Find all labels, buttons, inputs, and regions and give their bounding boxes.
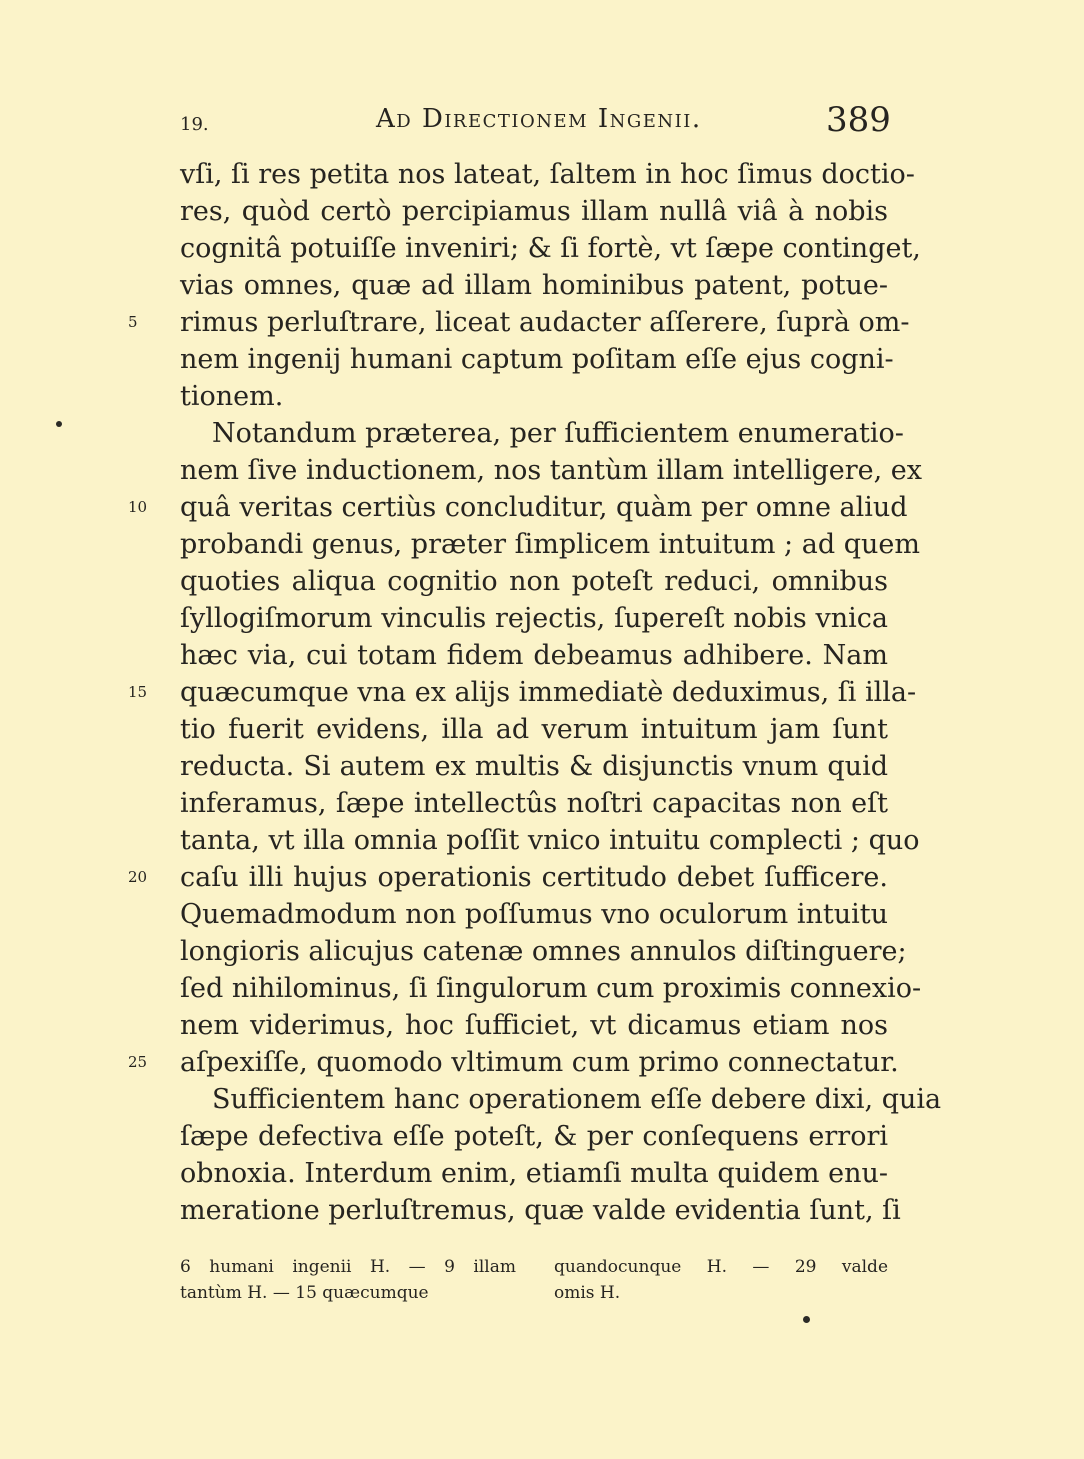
line-text: probandi genus, præter ſimplicem intuitum ; ad quem xyxy=(180,529,920,560)
line-text: reducta. Si autem ex multis & disjunctis vnum quid xyxy=(180,751,888,782)
line-text: tio fuerit evidens, illa ad verum intuitum jam ſunt xyxy=(180,714,888,745)
running-title: Ad Directionem Ingenii. xyxy=(376,104,702,134)
footnote-line: 6 humani ingenii H. — 9 illam xyxy=(180,1257,516,1277)
text-line xyxy=(180,1155,888,1192)
text-line xyxy=(180,1192,901,1229)
text-line xyxy=(180,1007,888,1044)
line-text: tionem. xyxy=(180,381,284,412)
line-text: res, quòd certò percipiamus illam nullâ viâ à nobis xyxy=(180,196,888,227)
line-text: obnoxia. Interdum enim, etiamſi multa quidem enu- xyxy=(180,1158,888,1189)
text-line xyxy=(180,822,920,859)
line-text: vſi, ſi res petita nos lateat, ſaltem in hoc ſimus doctio- xyxy=(180,159,915,190)
line-number: 5 xyxy=(128,313,138,331)
line-text: ſed nihilominus, ſi ſingulorum cum proximis connexio- xyxy=(180,973,922,1004)
text-line xyxy=(180,1118,888,1155)
line-text: nem viderimus, hoc ſufficiet, vt dicamus etiam nos xyxy=(180,1010,888,1041)
body-text xyxy=(128,156,942,1229)
ink-spot xyxy=(803,1316,810,1323)
text-line xyxy=(180,526,920,563)
line-text: quâ veritas certiùs concluditur, quàm per omne aliud xyxy=(180,492,908,523)
ink-spot xyxy=(56,421,62,427)
line-text: meratione perluſtremus, quæ valde evidentia ſunt, ſi xyxy=(180,1195,901,1226)
line-number: 25 xyxy=(128,1053,148,1071)
line-text: cognitâ potuiſſe inveniri; & ſi fortè, vt ſæpe continget, xyxy=(180,233,921,264)
text-line xyxy=(180,711,888,748)
text-line xyxy=(180,267,888,304)
text-line xyxy=(128,1044,899,1081)
page-number: 389 xyxy=(826,100,891,140)
footnote-line: quandocunque H. — 29 valde xyxy=(554,1257,888,1277)
line-text: vias omnes, quæ ad illam hominibus patent, potue- xyxy=(180,270,888,301)
line-text: rimus perluſtrare, liceat audacter aſſerere, ſuprà om- xyxy=(180,307,910,338)
text-line xyxy=(180,637,888,674)
line-text: quæcumque vna ex alijs immediatè deduximus, ſi illa- xyxy=(180,677,917,708)
line-text: Sufficientem hanc operationem eſſe debere dixi, quia xyxy=(212,1084,942,1115)
text-line xyxy=(180,156,915,193)
text-line xyxy=(180,452,922,489)
line-text: Notandum præterea, per ſufficientem enumeratio- xyxy=(212,418,904,449)
line-text: aſpexiſſe, quomodo vltimum cum primo connectatur. xyxy=(180,1047,899,1078)
line-text: caſu illi hujus operationis certitudo debet ſufficere. xyxy=(180,862,888,893)
footnote-line: omis H. xyxy=(554,1283,621,1303)
section-number: 19. xyxy=(180,114,209,135)
running-header xyxy=(0,100,1084,142)
text-line xyxy=(180,970,922,1007)
text-line xyxy=(180,896,888,933)
footnote-column-right xyxy=(554,1254,888,1306)
text-line xyxy=(180,341,894,378)
text-line xyxy=(180,1081,942,1118)
text-line xyxy=(180,193,888,230)
line-number: 10 xyxy=(128,498,148,516)
text-line xyxy=(180,230,921,267)
line-text: nem ingenij humani captum poſitam eſſe ejus cogni- xyxy=(180,344,894,375)
line-text: quoties aliqua cognitio non poteſt reduci, omnibus xyxy=(180,566,888,597)
line-text: hæc via, cui totam fidem debeamus adhibere. Nam xyxy=(180,640,888,671)
text-line xyxy=(180,600,888,637)
footnotes xyxy=(180,1254,888,1314)
line-text: ſyllogiſmorum vinculis rejectis, ſupereſt nobis vnica xyxy=(180,603,888,634)
line-number: 15 xyxy=(128,683,148,701)
line-text: nem ſive inductionem, nos tantùm illam intelligere, ex xyxy=(180,455,922,486)
line-text: tanta, vt illa omnia poſſit vnico intuitu complecti ; quo xyxy=(180,825,920,856)
text-line xyxy=(180,785,888,822)
text-line xyxy=(128,674,917,711)
text-line xyxy=(180,415,904,452)
line-text: inferamus, ſæpe intellectûs noſtri capacitas non eſt xyxy=(180,788,888,819)
text-line xyxy=(128,304,910,341)
footnote-column-left xyxy=(180,1254,516,1306)
text-line xyxy=(180,933,907,970)
text-line xyxy=(128,859,888,896)
text-line xyxy=(128,489,908,526)
line-number: 20 xyxy=(128,868,148,886)
line-text: ſæpe defectiva eſſe poteſt, & per conſequens errori xyxy=(180,1121,888,1152)
footnote-line: tantùm H. — 15 quæcumque xyxy=(180,1283,429,1303)
line-text: Quemadmodum non poſſumus vno oculorum intuitu xyxy=(180,899,888,930)
line-text: longioris alicujus catenæ omnes annulos diſtinguere; xyxy=(180,936,907,967)
text-line xyxy=(180,563,888,600)
text-line xyxy=(180,748,888,785)
text-line xyxy=(180,378,888,415)
